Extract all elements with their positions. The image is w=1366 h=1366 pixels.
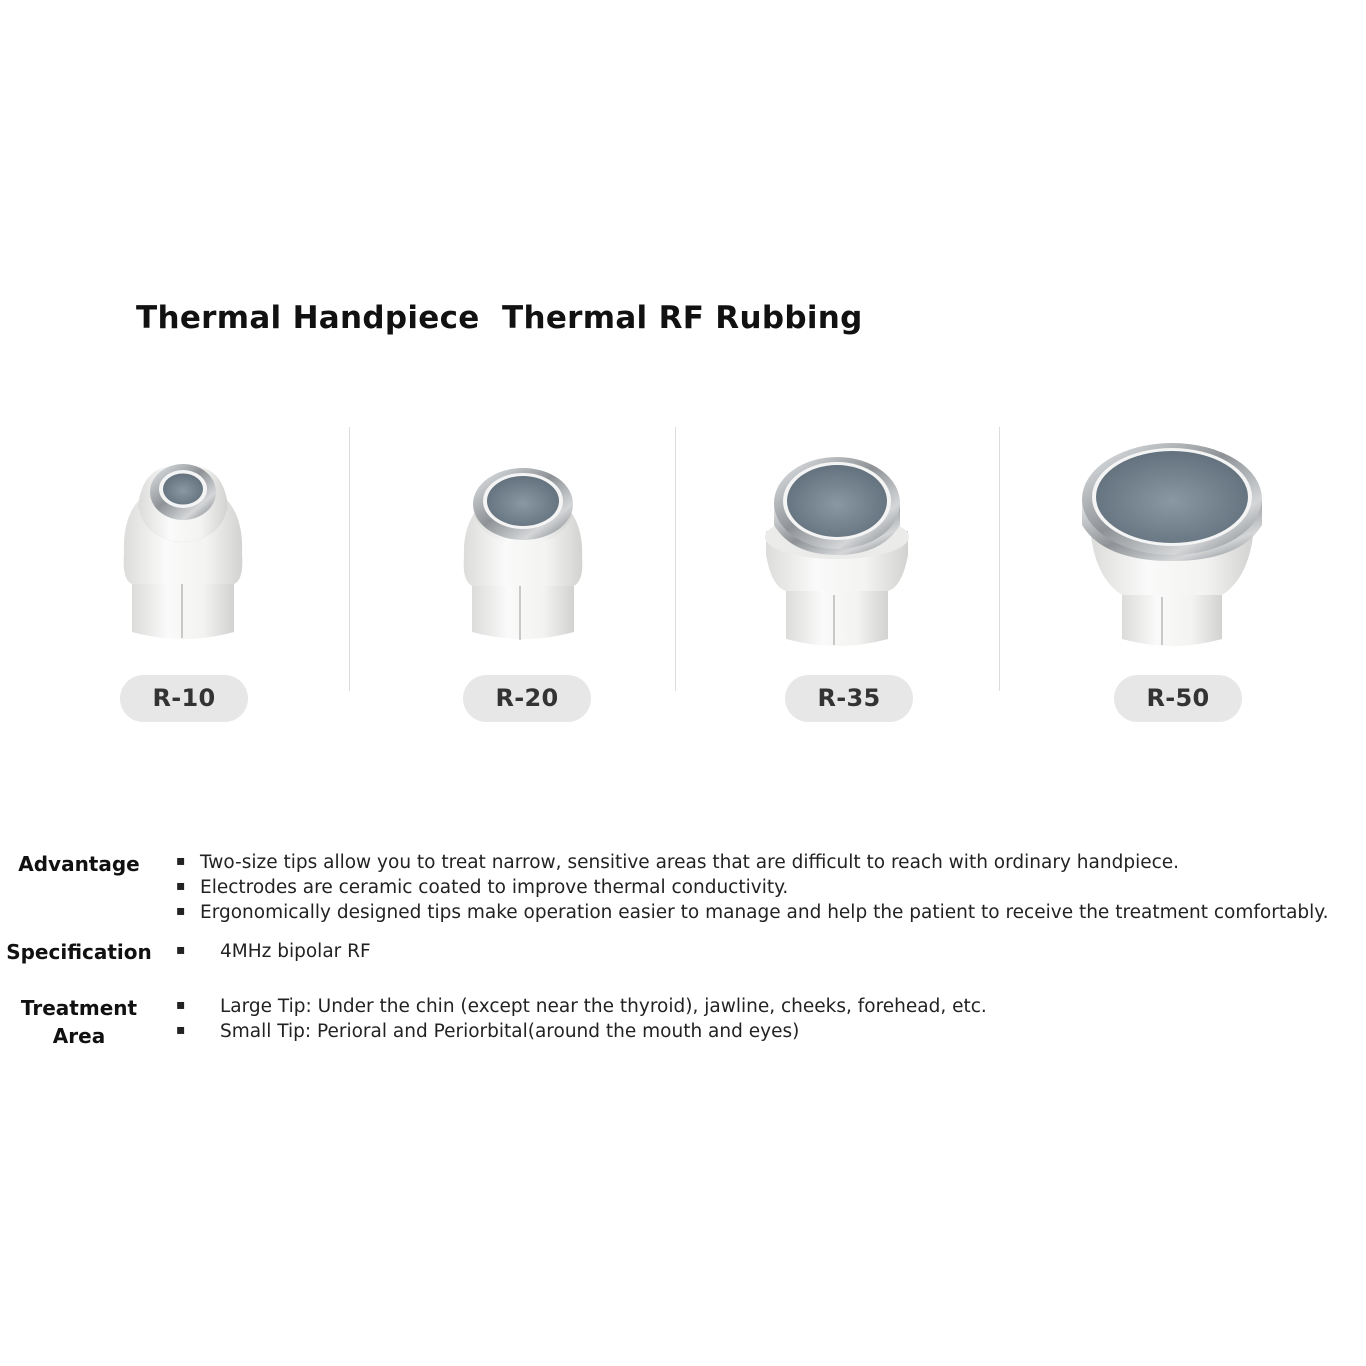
divider-1 bbox=[349, 427, 350, 691]
advantage-item-1: Two-size tips allow you to treat narrow, sensitive areas that are difficult to reach with ordinary handpiece. bbox=[200, 852, 1180, 873]
bullet-icon: ▪ bbox=[176, 853, 186, 869]
bullet-icon: ▪ bbox=[176, 878, 186, 894]
advantage-item-2: Electrodes are ceramic coated to improve thermal conductivity. bbox=[200, 877, 789, 898]
tip-label-r50: R-50 bbox=[1114, 675, 1242, 722]
bullet-icon: ▪ bbox=[176, 1022, 186, 1038]
title-thermal-rf-rubbing: Thermal RF Rubbing bbox=[502, 300, 863, 336]
divider-3 bbox=[999, 427, 1000, 691]
tip-label-r10: R-10 bbox=[120, 675, 248, 722]
treatment-area-label-line1: Treatment bbox=[20, 996, 138, 1020]
treatment-area-label bbox=[14, 994, 144, 1050]
treatment-area-item-2: Small Tip: Perioral and Periorbital(around the mouth and eyes) bbox=[220, 1021, 800, 1042]
r35-tip-image bbox=[762, 455, 912, 649]
treatment-area-item-1: Large Tip: Under the chin (except near the thyroid), jawline, cheeks, forehead, etc. bbox=[220, 996, 987, 1017]
r20-tip-image bbox=[460, 468, 586, 646]
advantage-label: Advantage bbox=[18, 852, 140, 876]
specification-label: Specification bbox=[6, 940, 152, 964]
divider-2 bbox=[675, 427, 676, 691]
tip-label-r35: R-35 bbox=[785, 675, 913, 722]
advantage-item-3: Ergonomically designed tips make operation easier to manage and help the patient to receive the treatment comfortably. bbox=[200, 902, 1329, 923]
specification-item-1: 4MHz bipolar RF bbox=[220, 941, 371, 962]
tip-label-r20: R-20 bbox=[463, 675, 591, 722]
bullet-icon: ▪ bbox=[176, 942, 186, 958]
r50-tip-image bbox=[1080, 437, 1264, 649]
r10-tip-image bbox=[118, 462, 248, 644]
title-thermal-handpiece: Thermal Handpiece bbox=[136, 300, 480, 336]
treatment-area-label-line2: Area bbox=[52, 1024, 106, 1048]
bullet-icon: ▪ bbox=[176, 997, 186, 1013]
bullet-icon: ▪ bbox=[176, 903, 186, 919]
